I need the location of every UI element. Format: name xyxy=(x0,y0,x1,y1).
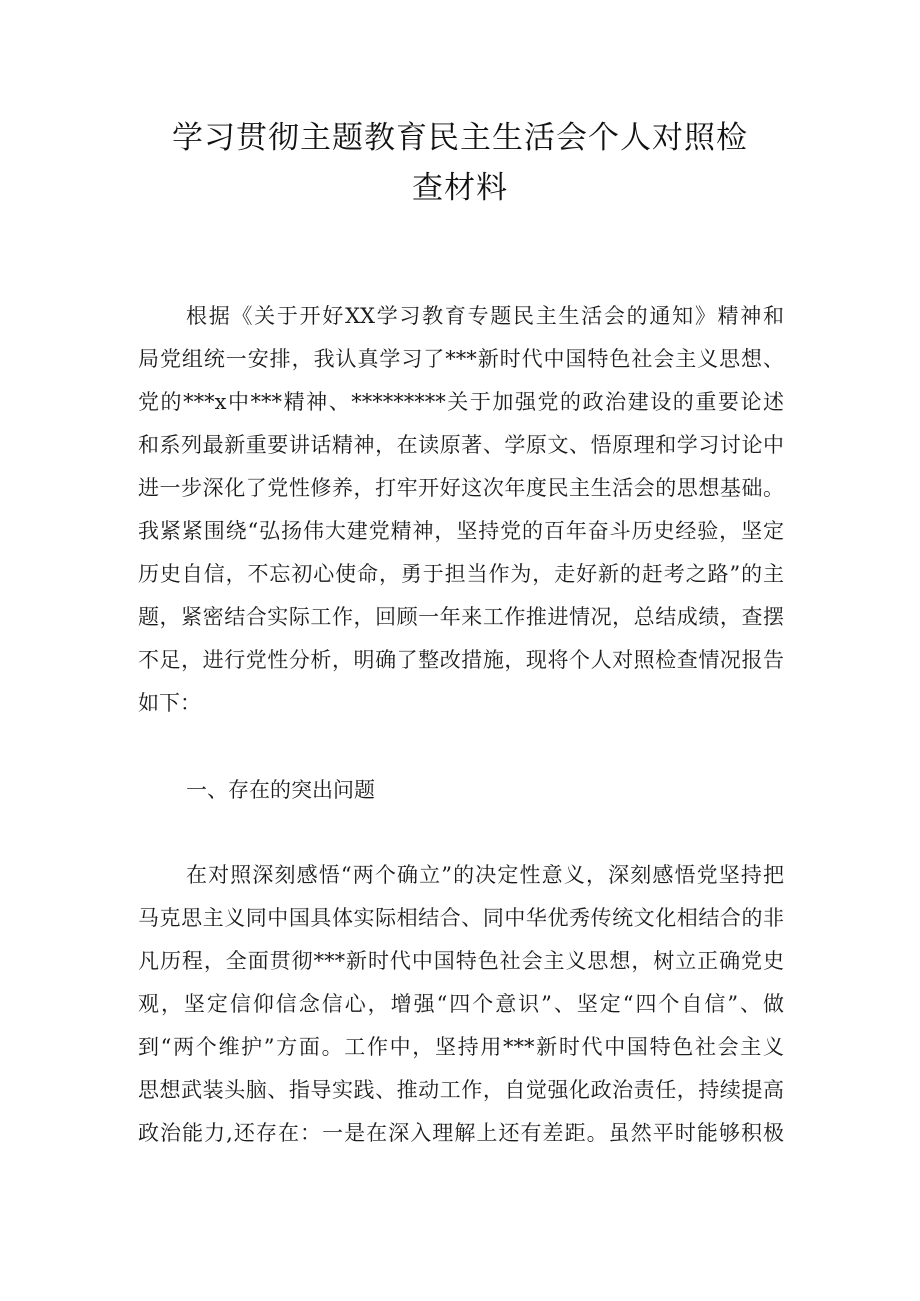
paragraph-2-line: 观，坚定信仰信念信心，增强“四个意识”、坚定“四个自信”、做 xyxy=(138,992,784,1016)
paragraph-1-line: 进一步深化了党性修养，打牢开好这次年度民主生活会的思想基础。 xyxy=(138,476,784,500)
paragraph-2-line: 在对照深刻感悟“两个确立”的决定性意义，深刻感悟党坚持把 xyxy=(186,863,784,887)
paragraph-1-line: 局党组统一安排，我认真学习了***新时代中国特色社会主义思想、 xyxy=(138,347,784,371)
paragraph-1-line: 历史自信，不忘初心使命，勇于担当作为，走好新的赶考之路”的主 xyxy=(138,562,784,586)
paragraph-2-line: 到“两个维护”方面。工作中，坚持用***新时代中国特色社会主义 xyxy=(138,1035,784,1059)
paragraph-2-line: 凡历程，全面贯彻***新时代中国特色社会主义思想，树立正确党史 xyxy=(138,949,784,973)
document-title-line1: 学习贯彻主题教育民主生活会个人对照检 xyxy=(172,120,748,156)
paragraph-2-line: 政治能力,还存在：一是在深入理解上还有差距。虽然平时能够积极 xyxy=(138,1121,784,1145)
paragraph-1-line: 如下： xyxy=(138,691,201,715)
paragraph-1-line: 和系列最新重要讲话精神，在读原著、学原文、悟原理和学习讨论中 xyxy=(138,433,784,457)
section-heading: 一、存在的突出问题 xyxy=(186,778,375,802)
paragraph-1-line: 题，紧密结合实际工作，回顾一年来工作推进情况，总结成绩，查摆 xyxy=(138,605,784,629)
paragraph-2-line: 马克思主义同中国具体实际相结合、同中华优秀传统文化相结合的非 xyxy=(138,906,784,930)
document-title-line2: 查材料 xyxy=(412,170,508,206)
paragraph-2-line: 思想武装头脑、指导实践、推动工作，自觉强化政治责任，持续提高 xyxy=(138,1078,784,1102)
paragraph-1-line: 党的***x中***精神、*********关于加强党的政治建设的重要论述 xyxy=(138,390,784,414)
paragraph-1-line: 根据《关于开好XX学习教育专题民主生活会的通知》精神和 xyxy=(186,304,784,328)
paragraph-1-line: 不足，进行党性分析，明确了整改措施，现将个人对照检查情况报告 xyxy=(138,648,784,672)
paragraph-1-line: 我紧紧围绕“弘扬伟大建党精神，坚持党的百年奋斗历史经验，坚定 xyxy=(138,519,784,543)
